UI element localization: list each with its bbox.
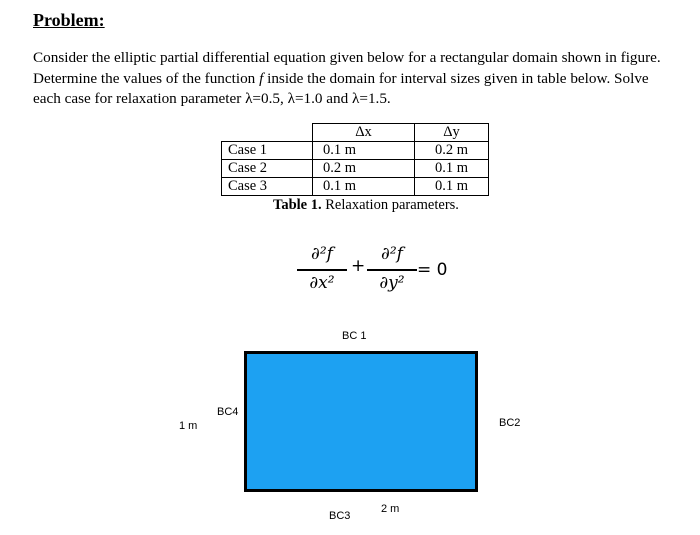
statement-line-2-start: Determine the values of the function xyxy=(33,69,260,87)
table-cell-dx: 0.1 m xyxy=(313,178,415,196)
table-caption-text: Relaxation parameters. xyxy=(321,197,459,213)
statement-line-2-end: inside the domain for interval sizes given in table below. Solve xyxy=(263,69,649,87)
table-cell-dx: 0.2 m xyxy=(313,160,415,178)
table-cell-dx: 0.1 m xyxy=(313,142,415,160)
bc4-label: BC4 xyxy=(217,406,239,418)
table-caption xyxy=(273,197,459,214)
problem-heading: Problem: xyxy=(33,10,105,30)
table-row xyxy=(222,142,489,160)
bc1-label: BC 1 xyxy=(342,330,367,342)
table-cell-case: Case 2 xyxy=(222,160,313,178)
table-cell-case: Case 1 xyxy=(222,142,313,160)
table-header-row xyxy=(222,124,489,142)
table-header-blank xyxy=(222,124,313,142)
table-cell-dy: 0.1 m xyxy=(415,160,489,178)
statement-line-3: each case for relaxation parameter λ=0.5, λ=1.0 and λ=1.5. xyxy=(33,90,391,107)
width-dimension-label: 2 m xyxy=(381,503,400,515)
table-row xyxy=(222,160,489,178)
bc2-label: BC2 xyxy=(499,417,521,429)
problem-statement xyxy=(33,48,673,110)
eq-term1-numerator: ∂²f xyxy=(311,244,333,264)
eq-term1-denominator: ∂x² xyxy=(309,273,335,293)
function-symbol: f xyxy=(259,69,264,87)
table-cell-case: Case 3 xyxy=(222,178,313,196)
eq-fraction-bar-1 xyxy=(297,269,347,271)
table-cell-dy: 0.1 m xyxy=(415,178,489,196)
relaxation-table xyxy=(221,123,489,196)
statement-line-1: Consider the elliptic partial differential equation given below for a rectangular domain shown in figure. xyxy=(33,49,661,66)
statement-line-2 xyxy=(33,69,673,90)
bc3-label: BC3 xyxy=(329,510,351,522)
eq-fraction-bar-2 xyxy=(367,269,417,271)
table-cell-dy: 0.2 m xyxy=(415,142,489,160)
pde-equation xyxy=(295,244,455,300)
eq-term2-denominator: ∂y² xyxy=(379,273,405,293)
rectangular-domain xyxy=(244,351,478,492)
table-caption-label: Table 1. xyxy=(273,197,322,213)
eq-rhs: = 0 xyxy=(417,260,448,280)
height-dimension-label: 1 m xyxy=(179,420,198,432)
table-header-dy: Δy xyxy=(415,124,489,142)
table-header-dx: Δx xyxy=(313,124,415,142)
table-row xyxy=(222,178,489,196)
eq-term2-numerator: ∂²f xyxy=(381,244,403,264)
eq-plus: + xyxy=(351,256,366,276)
